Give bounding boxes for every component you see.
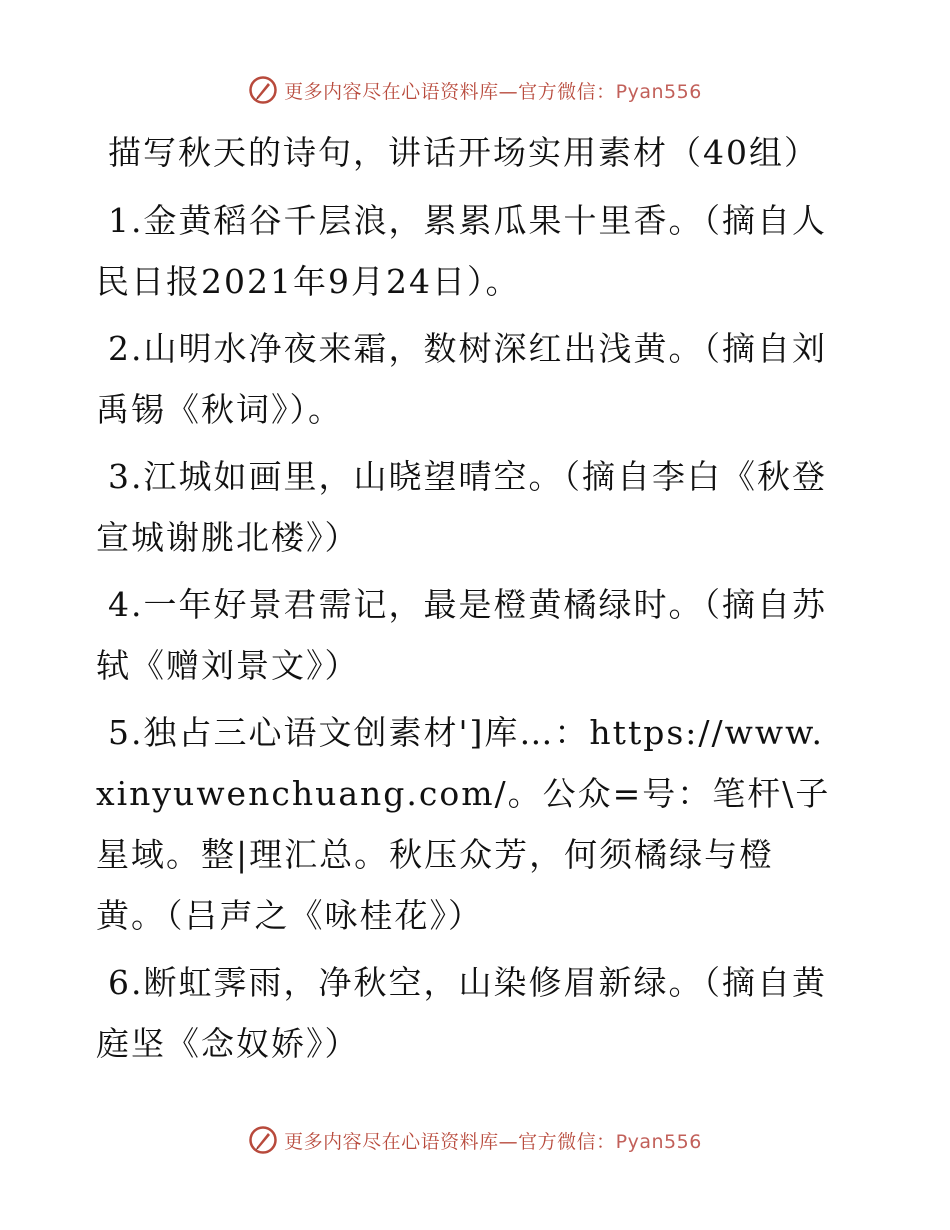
header-banner	[0, 70, 950, 110]
document-body	[96, 120, 836, 1080]
poem-entry-4: 4.一年好景君需记，最是橙黄橘绿时。（摘自苏轼《赠刘景文》）	[96, 585, 827, 685]
quill-pen-circle-icon	[248, 1125, 278, 1155]
header-wechat-id: Pyan556	[615, 80, 702, 103]
poem-entry-1: 1.金黄稻谷千层浪，累累瓜果十里香。（摘自人民日报2021年9月24日）。	[96, 201, 827, 301]
poem-entry-5: 5.独占三心语文创素材']库…：https://www.xinyuwenchuang.com/。公众=号：笔杆\子星域。整|理汇总。秋压众芳，何须橘绿与橙黄。（吕声之《咏桂花》）	[96, 713, 831, 935]
quill-pen-circle-icon	[248, 75, 278, 105]
footer-wechat-id: Pyan556	[615, 1130, 702, 1153]
footer-banner	[0, 1120, 950, 1160]
poem-entry-2: 2.山明水净夜来霜，数树深红出浅黄。（摘自刘禹锡《秋词》）。	[96, 329, 827, 429]
document-title: 描写秋天的诗句，讲话开场实用素材（40组）	[108, 133, 819, 172]
poem-entry-6: 6.断虹霁雨，净秋空，山染修眉新绿。（摘自黄庭坚《念奴娇》）	[96, 963, 827, 1063]
footer-banner-text: 更多内容尽在心语资料库—官方微信：Pyan556	[284, 1130, 702, 1153]
header-banner-text: 更多内容尽在心语资料库—官方微信：Pyan556	[284, 80, 702, 103]
poem-entry-3: 3.江城如画里，山晓望晴空。（摘自李白《秋登宣城谢朓北楼》）	[96, 457, 827, 557]
